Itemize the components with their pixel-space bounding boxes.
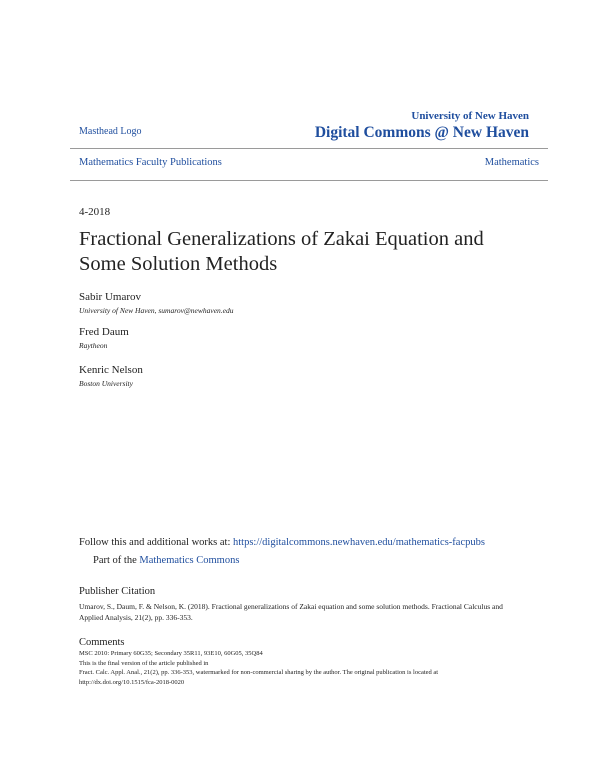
bottom-divider	[70, 180, 548, 181]
author-affiliation: Raytheon	[79, 341, 108, 350]
partof-prefix: Part of the	[93, 555, 140, 566]
comment-line: MSC 2010: Primary 60G35; Secondary 35R11, 93E10, 60G05, 35Q84	[79, 650, 263, 657]
masthead-logo[interactable]: Masthead Logo	[79, 126, 142, 137]
collection-url-link[interactable]: https://digitalcommons.newhaven.edu/mathematics-facpubs	[233, 537, 485, 548]
top-divider	[70, 148, 548, 149]
author-name: Kenric Nelson	[79, 364, 143, 376]
institution-name[interactable]: University of New Haven	[411, 110, 529, 122]
institution-header	[315, 110, 529, 142]
part-of-line	[93, 555, 239, 566]
publisher-citation-heading: Publisher Citation	[79, 586, 156, 597]
follow-prefix: Follow this and additional works at:	[79, 537, 233, 548]
follow-line	[79, 537, 485, 548]
comment-line: http://dx.doi.org/10.1515/fca-2018-0020	[79, 678, 185, 686]
comments-text	[79, 649, 519, 687]
author-affiliation: University of New Haven, sumarov@newhaven.edu	[79, 306, 234, 315]
comment-line: This is the final version of the article published in	[79, 659, 209, 667]
mathematics-commons-link[interactable]: Mathematics Commons	[139, 555, 240, 566]
author-block	[79, 326, 129, 350]
author-name: Sabir Umarov	[79, 291, 142, 303]
paper-title: Fractional Generalizations of Zakai Equation and Some Solution Methods	[79, 228, 484, 275]
collection-link[interactable]: Mathematics Faculty Publications	[79, 157, 222, 168]
comment-line: Fract. Calc. Appl. Anal., 21(2), pp. 336-353, watermarked for non-commercial sharing by the author. The original publication is located at	[79, 669, 439, 676]
author-affiliation: Boston University	[79, 379, 133, 388]
publication-date: 4-2018	[79, 206, 111, 218]
department-link[interactable]: Mathematics	[484, 157, 539, 168]
publisher-citation-text: Umarov, S., Daum, F. & Nelson, K. (2018). Fractional generalizations of Zakai equation and some solution methods. Fractional Calculus and Applied Analysis, 21(2), pp. 336-353.	[79, 602, 503, 622]
author-name: Fred Daum	[79, 326, 129, 338]
author-block	[79, 291, 234, 315]
author-block	[79, 364, 143, 388]
comments-heading: Comments	[79, 637, 125, 648]
repository-name[interactable]: Digital Commons @ New Haven	[314, 124, 529, 141]
